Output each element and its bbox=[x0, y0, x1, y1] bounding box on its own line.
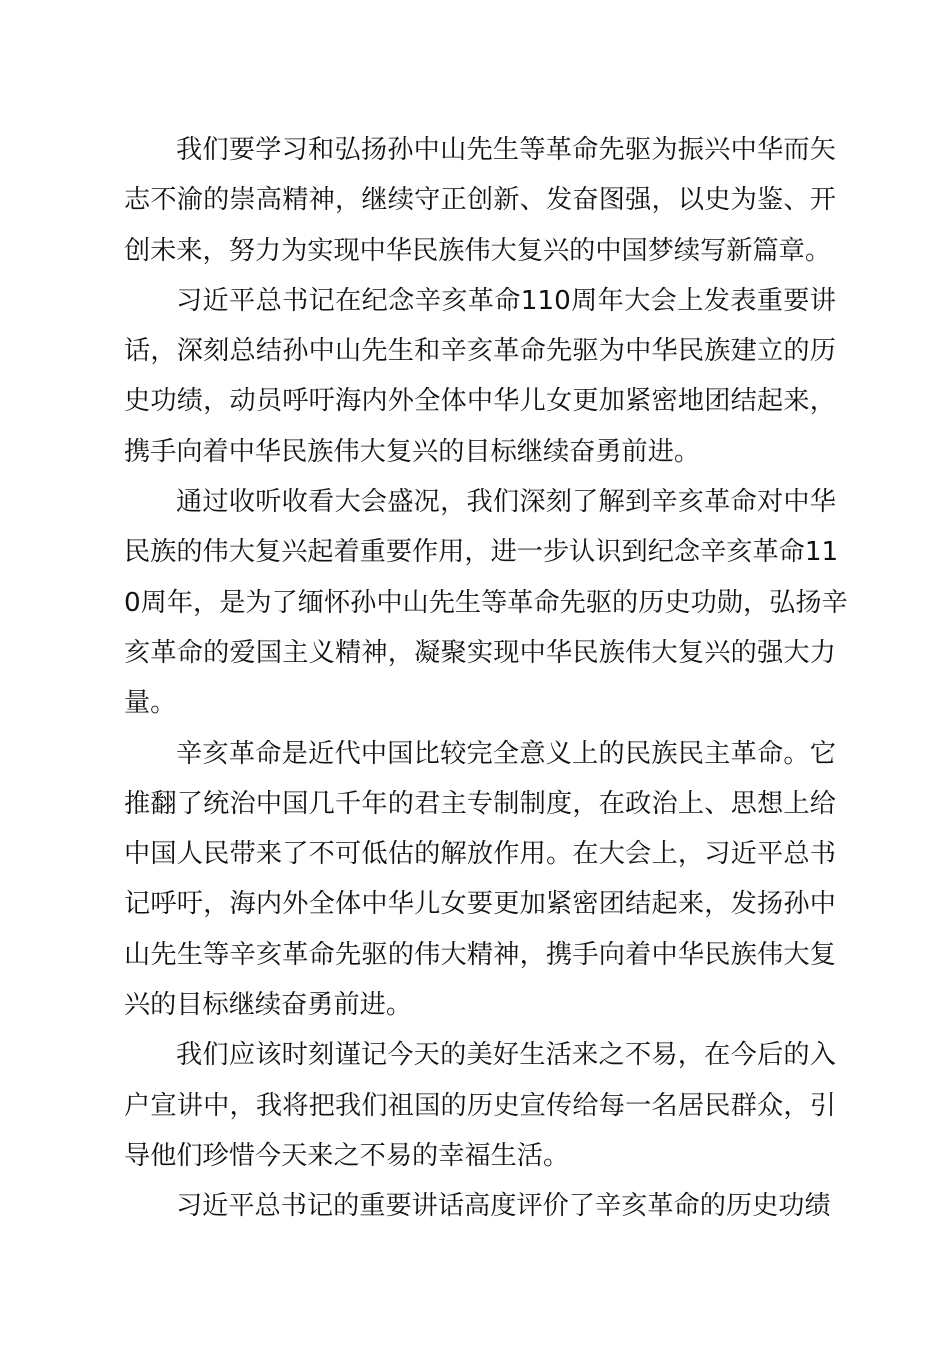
paragraph-line: 辛亥革命是近代中国比较完全意义上的民族民主革命。它 bbox=[176, 738, 836, 769]
paragraph-line: 户宣讲中，我将把我们祖国的历史宣传给每一名居民群众，引 bbox=[124, 1090, 836, 1121]
paragraph-line: 民族的伟大复兴起着重要作用，进一步认识到纪念辛亥革命11 bbox=[124, 537, 839, 568]
paragraph-line: 话，深刻总结孙中山先生和辛亥革命先驱为中华民族建立的历 bbox=[124, 336, 836, 367]
paragraph-4 bbox=[124, 729, 836, 1031]
paragraph-2 bbox=[124, 276, 836, 477]
paragraph-line: 创未来，努力为实现中华民族伟大复兴的中国梦续写新篇章。 bbox=[124, 235, 832, 266]
paragraph-1 bbox=[124, 125, 836, 276]
paragraph-line: 兴的目标继续奋勇前进。 bbox=[124, 990, 413, 1021]
paragraph-line: 0周年，是为了缅怀孙中山先生等革命先驱的历史功勋，弘扬辛 bbox=[124, 587, 848, 618]
paragraph-line: 习近平总书记在纪念辛亥革命110周年大会上发表重要讲 bbox=[176, 285, 836, 316]
paragraph-line: 通过收听收看大会盛况，我们深刻了解到辛亥革命对中华 bbox=[176, 487, 836, 518]
paragraph-6 bbox=[124, 1181, 836, 1231]
paragraph-line: 史功绩，动员呼吁海内外全体中华儿女更加紧密地团结起来， bbox=[124, 386, 836, 417]
paragraph-line: 亥革命的爱国主义精神，凝聚实现中华民族伟大复兴的强大力 bbox=[124, 637, 836, 668]
paragraph-line: 志不渝的崇高精神，继续守正创新、发奋图强，以史为鉴、开 bbox=[124, 185, 836, 216]
paragraph-line: 习近平总书记的重要讲话高度评价了辛亥革命的历史功绩 bbox=[176, 1191, 831, 1222]
paragraph-3 bbox=[124, 477, 848, 728]
paragraph-line: 携手向着中华民族伟大复兴的目标继续奋勇前进。 bbox=[124, 436, 701, 467]
paragraph-line: 我们应该时刻谨记今天的美好生活来之不易，在今后的入 bbox=[176, 1040, 836, 1071]
paragraph-line: 山先生等辛亥革命先驱的伟大精神，携手向着中华民族伟大复 bbox=[124, 939, 836, 970]
document-body bbox=[124, 125, 848, 1232]
paragraph-5 bbox=[124, 1030, 836, 1181]
paragraph-line: 我们要学习和弘扬孙中山先生等革命先驱为振兴中华而矢 bbox=[176, 135, 836, 165]
paragraph-line: 量。 bbox=[124, 688, 177, 719]
paragraph-line: 记呼吁，海内外全体中华儿女要更加紧密团结起来，发扬孙中 bbox=[124, 889, 836, 920]
paragraph-line: 导他们珍惜今天来之不易的幸福生活。 bbox=[124, 1140, 570, 1171]
paragraph-line: 中国人民带来了不可低估的解放作用。在大会上，习近平总书 bbox=[124, 839, 836, 870]
paragraph-line: 推翻了统治中国几千年的君主专制制度，在政治上、思想上给 bbox=[124, 788, 836, 819]
